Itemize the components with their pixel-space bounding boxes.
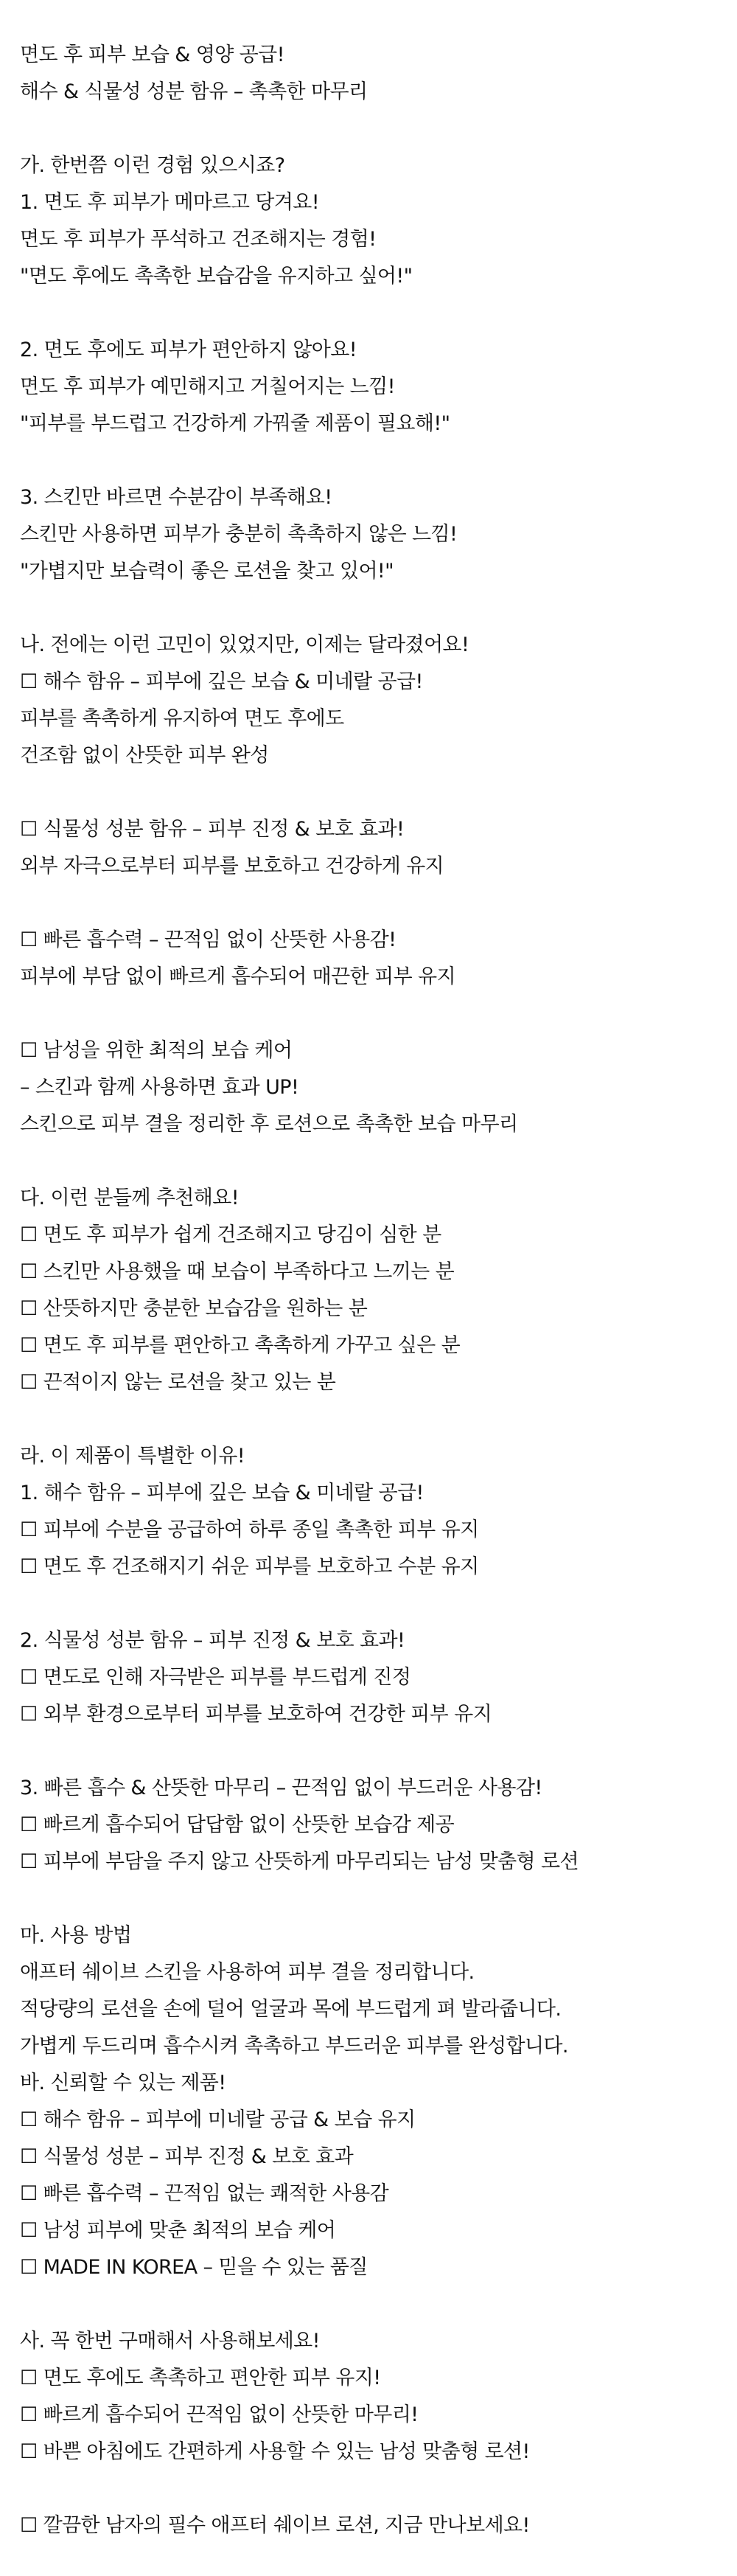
checkbox-item: ☐ 식물성 성분 함유 – 피부 진정 & 보호 효과! (20, 818, 405, 841)
checkbox-item: ☐ 면도 후에도 촉촉하고 편안한 피부 유지! (20, 2367, 381, 2389)
text-line: 외부 자극으로부터 피부를 보호하고 건강하게 유지 (20, 855, 444, 878)
text-line: 면도 후 피부가 푸석하고 건조해지는 경험! (20, 228, 377, 251)
section-heading: 나. 전에는 이런 고민이 있었지만, 이제는 달라졌어요! (20, 633, 469, 656)
checkbox-item: ☐ 빠른 흡수력 – 끈적임 없는 쾌적한 사용감 (20, 2182, 389, 2205)
numbered-item: 2. 면도 후에도 피부가 편안하지 않아요! (20, 339, 357, 361)
checkbox-item: ☐ 빠르게 흡수되어 답답함 없이 산뜻한 보습감 제공 (20, 1813, 455, 1836)
checkbox-item: ☐ 면도로 인해 자극받은 피부를 부드럽게 진정 (20, 1666, 411, 1689)
closing-call-to-action: ☐ 깔끔한 남자의 필수 애프터 쉐이브 로션, 지금 만나보세요! (20, 2514, 530, 2537)
checkbox-item: ☐ 피부에 부담을 주지 않고 산뜻하게 마무리되는 남성 맞춤형 로션 (20, 1850, 579, 1873)
numbered-item: 3. 스킨만 바르면 수분감이 부족해요! (20, 486, 332, 509)
checkbox-item: ☐ 식물성 성분 – 피부 진정 & 보호 효과 (20, 2145, 354, 2168)
numbered-item: 1. 면도 후 피부가 메마르고 당겨요! (20, 191, 319, 214)
quote-line: "가볍지만 보습력이 좋은 로션을 찾고 있어!" (20, 560, 394, 583)
checkbox-item: ☐ 피부에 수분을 공급하여 하루 종일 촉촉한 피부 유지 (20, 1518, 479, 1541)
quote-line: "면도 후에도 촉촉한 보습감을 유지하고 싶어!" (20, 265, 413, 288)
section-heading: 다. 이런 분들께 추천해요! (20, 1187, 239, 1209)
text-line: 스킨만 사용하면 피부가 충분히 촉촉하지 않은 느낌! (20, 523, 458, 546)
subheadline: 해수 & 식물성 성분 함유 – 촉촉한 마무리 (20, 80, 368, 103)
quote-line: "피부를 부드럽고 건강하게 가꿔줄 제품이 필요해!" (20, 412, 450, 435)
text-line: 피부를 촉촉하게 유지하여 면도 후에도 (20, 707, 344, 730)
text-line: 애프터 쉐이브 스킨을 사용하여 피부 결을 정리합니다. (20, 1961, 475, 1984)
section-heading: 마. 사용 방법 (20, 1924, 132, 1947)
section-heading: 바. 신뢰할 수 있는 제품! (20, 2072, 226, 2094)
checkbox-item: ☐ 산뜻하지만 충분한 보습감을 원하는 분 (20, 1297, 368, 1320)
text-line: 스킨으로 피부 결을 정리한 후 로션으로 촉촉한 보습 마무리 (20, 1113, 518, 1136)
numbered-item: 2. 식물성 성분 함유 – 피부 진정 & 보호 효과! (20, 1629, 405, 1652)
section-heading: 사. 꼭 한번 구매해서 사용해보세요! (20, 2330, 320, 2353)
checkbox-item: ☐ 면도 후 피부를 편안하고 촉촉하게 가꾸고 싶은 분 (20, 1334, 461, 1357)
checkbox-item: ☐ MADE IN KOREA – 믿을 수 있는 품질 (20, 2256, 368, 2279)
checkbox-item: ☐ 끈적이지 않는 로션을 찾고 있는 분 (20, 1371, 336, 1394)
text-line: 면도 후 피부가 예민해지고 거칠어지는 느낌! (20, 375, 395, 398)
checkbox-item: ☐ 빠른 흡수력 – 끈적임 없이 산뜻한 사용감! (20, 928, 397, 951)
numbered-item: 3. 빠른 흡수 & 산뜻한 마무리 – 끈적임 없이 부드러운 사용감! (20, 1777, 542, 1799)
checkbox-item: ☐ 바쁜 아침에도 간편하게 사용할 수 있는 남성 맞춤형 로션! (20, 2440, 530, 2463)
checkbox-item: ☐ 외부 환경으로부터 피부를 보호하여 건강한 피부 유지 (20, 1703, 492, 1726)
text-line: 적당량의 로션을 손에 덜어 얼굴과 목에 부드럽게 펴 발라줍니다. (20, 1998, 562, 2021)
checkbox-item: ☐ 면도 후 건조해지기 쉬운 피부를 보호하고 수분 유지 (20, 1555, 479, 1578)
checkbox-item: ☐ 해수 함유 – 피부에 깊은 보습 & 미네랄 공급! (20, 670, 423, 693)
checkbox-item: ☐ 빠르게 흡수되어 끈적임 없이 산뜻한 마무리! (20, 2403, 419, 2426)
checkbox-item: ☐ 스킨만 사용했을 때 보습이 부족하다고 느끼는 분 (20, 1260, 455, 1283)
headline: 면도 후 피부 보습 & 영양 공급! (20, 44, 284, 66)
text-line: 가볍게 두드리며 흡수시켜 촉촉하고 부드러운 피부를 완성합니다. (20, 2035, 568, 2058)
checkbox-item: ☐ 해수 함유 – 피부에 미네랄 공급 & 보습 유지 (20, 2108, 416, 2131)
section-heading: 가. 한번쯤 이런 경험 있으시죠? (20, 154, 285, 177)
checkbox-item: ☐ 남성을 위한 최적의 보습 케어 (20, 1039, 293, 1062)
text-line: 건조함 없이 산뜻한 피부 완성 (20, 744, 269, 767)
section-heading: 라. 이 제품이 특별한 이유! (20, 1445, 245, 1468)
text-line: – 스킨과 함께 사용하면 효과 UP! (20, 1076, 299, 1099)
checkbox-item: ☐ 남성 피부에 맞춘 최적의 보습 케어 (20, 2219, 336, 2242)
checkbox-item: ☐ 면도 후 피부가 쉽게 건조해지고 당김이 심한 분 (20, 1223, 441, 1246)
numbered-item: 1. 해수 함유 – 피부에 깊은 보습 & 미네랄 공급! (20, 1482, 424, 1504)
text-line: 피부에 부담 없이 빠르게 흡수되어 매끈한 피부 유지 (20, 965, 455, 988)
